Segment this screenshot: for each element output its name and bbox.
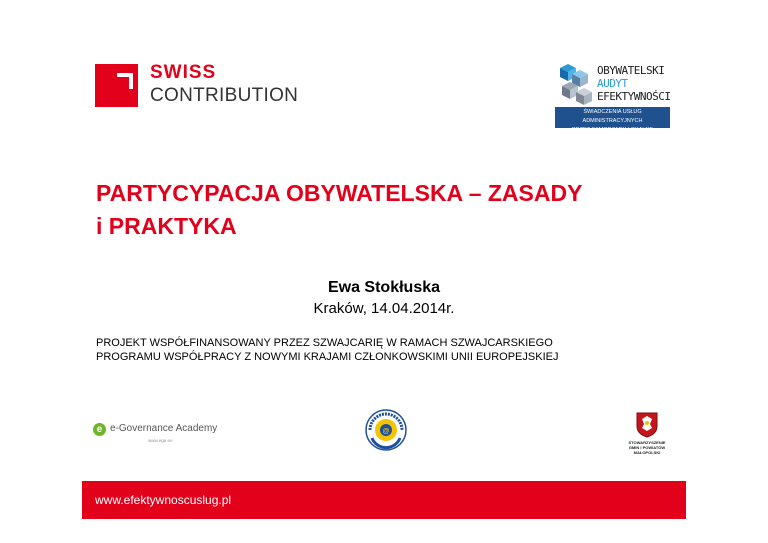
ega-e-icon: e [93,423,106,436]
svg-text:@: @ [382,428,390,435]
audyt-efektywnosci-logo [555,62,675,132]
project-funding-note [96,336,676,364]
slide-title [96,177,696,243]
author-name: Ewa Stokłuska [327,279,441,296]
audyt-logo-text-2: AUDYT [597,77,628,90]
cubes-icon [558,62,596,106]
swiss-logo-text-2: CONTRIBUTION [150,85,299,106]
audyt-logo-text-3: EFEKTYWNOŚCI [597,90,671,103]
coat-of-arms-icon [636,412,658,438]
swiss-contribution-logo [95,64,305,112]
miasta-badge-icon [364,408,408,452]
stow-text-line-3: MAŁOPOLSKI [633,450,661,455]
swiss-logo-text-1: SWISS [150,62,217,83]
stow-text-line-2: GMIN I POWIATÓW [628,445,666,450]
footer-website-link[interactable]: www.efektywnoscuslug.pl [95,493,232,507]
miasta-w-internecie-logo [364,408,408,457]
stow-text-line-1: STOWARZYSZENIE [628,440,666,445]
slide-title-line-1: PARTYCYPACJA OBYWATELSKA – ZASADY [96,180,583,206]
audyt-logo-text-1: OBYWATELSKI [597,64,665,77]
project-note-line-1: PROJEKT WSPÓŁFINANSOWANY PRZEZ SZWAJCARIĘ W RAMACH SZWAJCARSKIEGO [96,337,553,349]
footer-bar [82,481,686,519]
project-note-line-2: PROGRAMU WSPÓŁPRACY Z NOWYMI KRAJAMI CZŁONKOWSKIMI UNII EUROPEJSKIEJ [96,351,559,363]
slide-title-line-2: i PRAKTYKA [96,213,237,239]
e-governance-academy-logo [93,420,223,450]
place-and-date: Kraków, 14.04.2014r. [313,300,455,317]
stowarzyszenie-gmin-logo [625,412,669,462]
stowarzyszenie-logo-text [621,440,673,455]
audyt-banner-line-1: ŚWIADCZENIA USŁUG ADMINISTRACYJNYCH [582,109,643,124]
ega-logo-url: www.ega.ee [148,438,173,443]
ega-logo-name: e-Governance Academy [110,423,218,434]
audyt-banner-line-2: PRZEZ SAMORZĄDY LOKALNE [571,127,654,133]
swiss-logo-corner-mark [117,73,133,89]
audyt-logo-banner [555,107,670,133]
swiss-logo-square [95,64,138,107]
